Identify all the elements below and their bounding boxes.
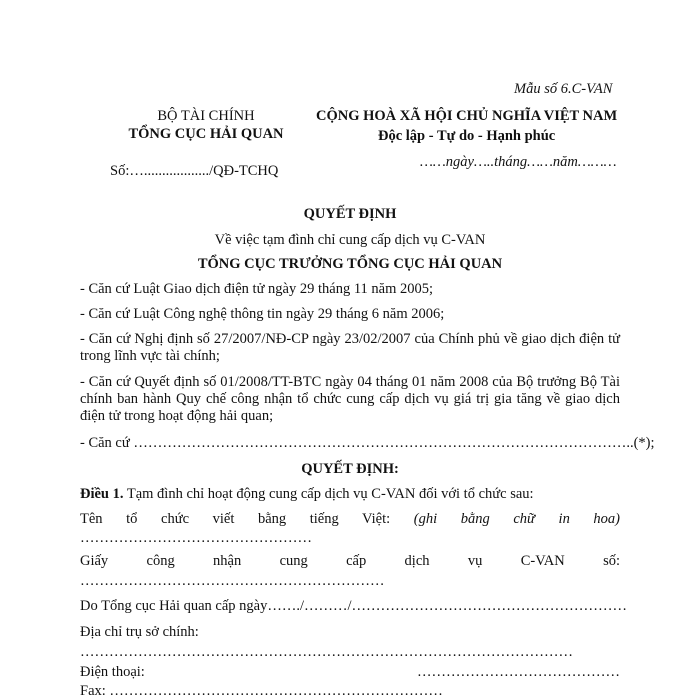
phone-dots: ……………………………………: [417, 664, 620, 680]
decision-heading: QUYẾT ĐỊNH:: [301, 461, 399, 477]
date-line: ……ngày…..tháng……năm………: [420, 154, 617, 170]
basis-item: - Căn cứ Luật Giao dịch điện tử ngày 29 tháng 11 năm 2005;: [80, 281, 434, 297]
document-number: Số:…................../QĐ-TCHQ: [110, 163, 279, 179]
basis-item: - Căn cứ Luật Công nghệ thông tin ngày 29 tháng 6 năm 2006;: [80, 306, 445, 322]
org-name-field: [80, 511, 620, 528]
department-name: TỔNG CỤC HẢI QUAN: [128, 126, 284, 142]
org-name-dots: …………………………………………: [80, 530, 312, 546]
article-label: Điều 1.: [80, 486, 124, 502]
article-text: Tạm đình chỉ hoạt động cung cấp dịch vụ C-VAN đối với tổ chức sau:: [123, 486, 534, 502]
basis-item: - Căn cứ Nghị định số 27/2007/NĐ-CP ngày 23/02/2007 của Chính phủ về giao dịch điện tử trong lĩnh vực tài chính;: [80, 331, 620, 364]
phone-field: [80, 664, 620, 681]
national-motto: Độc lập - Tự do - Hạnh phúc: [378, 128, 556, 144]
issued-date-field: Do Tổng cục Hải quan cấp ngày……./………/…………………………………………………: [80, 598, 628, 614]
document-title: QUYẾT ĐỊNH: [303, 206, 397, 222]
article-1: [80, 486, 534, 503]
org-name-label: Tên tổ chức viết bằng tiếng Việt:: [80, 511, 391, 527]
phone-label-start: Điện thoại:: [80, 664, 145, 680]
fax-field: Fax: ……………………………………………………………: [80, 683, 443, 699]
ministry-name: BỘ TÀI CHÍNH: [157, 108, 255, 124]
address-dots: …………………………………………………………………………………………: [80, 644, 573, 660]
certificate-field: [80, 553, 620, 570]
certificate-dots: ………………………………………………………: [80, 573, 385, 589]
country-name: CỘNG HOÀ XÃ HỘI CHỦ NGHĨA VIỆT NAM: [316, 108, 618, 124]
certificate-label: Giấy công nhận cung cấp dịch vụ C-VAN số:: [80, 553, 620, 569]
basis-item: - Căn cứ Quyết định số 01/2008/TT-BTC ngày 04 tháng 01 năm 2008 của Bộ trưởng Bộ Tài chính ban hành Quy chế công nhận tổ chức cung cấp dịch vụ giá trị gia tăng về giao dịch điện tử trong hoạt động hải quan;: [80, 374, 620, 424]
basis-item: - Căn cứ …………………………………………………………………………………………..(*);: [80, 435, 655, 451]
document-subject: Về việc tạm đình chỉ cung cấp dịch vụ C-VAN: [214, 232, 486, 248]
org-name-hint: (ghi bằng chữ in hoa): [413, 511, 621, 527]
address-field: [80, 622, 620, 662]
issuing-authority: TỔNG CỤC TRƯỞNG TỔNG CỤC HẢI QUAN: [197, 256, 503, 272]
address-label: Địa chỉ trụ sở chính:: [80, 624, 199, 640]
form-number: Mẫu số 6.C-VAN: [514, 81, 613, 97]
